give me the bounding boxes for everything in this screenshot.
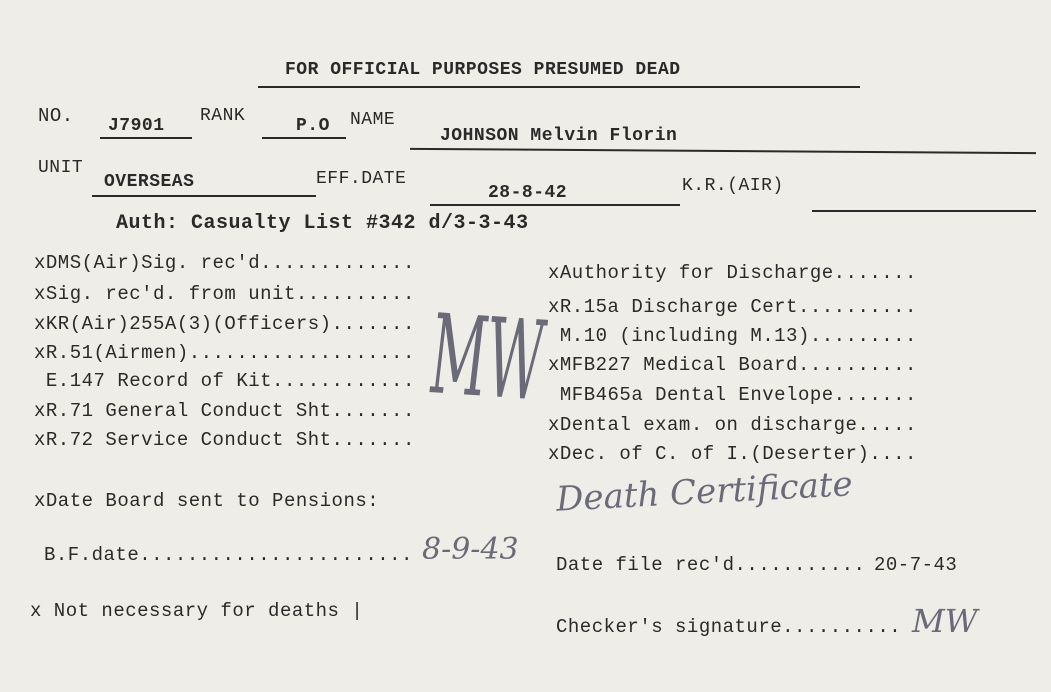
file-received-label: Date file rec'd........... [556,554,866,576]
right-item: xAuthority for Discharge....... [548,262,917,284]
rank-label: RANK [200,106,246,126]
left-item: xR.71 General Conduct Sht....... [34,400,415,422]
right-item: xDental exam. on discharge..... [548,414,917,436]
effdate-value: 28-8-42 [488,183,568,203]
handwritten-death-certificate: Death Certificate [555,464,854,520]
unit-label: UNIT [38,158,84,178]
pensions-label: xDate Board sent to Pensions: [34,490,380,512]
right-item: xR.15a Discharge Cert.......... [548,296,917,318]
checker-signature: MW [912,602,978,640]
checker-signature-label: Checker's signature.......... [556,616,902,638]
left-item: xR.72 Service Conduct Sht....... [34,429,415,451]
effdate-underline [430,204,680,206]
bf-date-value: 8-9-43 [422,532,519,567]
left-item: xKR(Air)255A(3)(Officers)....... [34,313,415,335]
no-value: J7901 [108,116,165,136]
no-label: NO. [38,105,74,127]
file-received-value: 20-7-43 [874,554,958,576]
rank-underline [262,137,346,139]
name-label: NAME [350,110,396,130]
left-item: E.147 Record of Kit............ [34,370,415,392]
left-item: xDMS(Air)Sig. rec'd............. [34,252,415,274]
rank-value: P.O [296,116,330,136]
right-item: xDec. of C. of I.(Deserter).... [548,443,917,465]
unit-value: OVERSEAS [104,172,195,192]
not-necessary-note: x Not necessary for deaths | [30,600,364,622]
right-item: MFB465a Dental Envelope....... [548,384,917,406]
right-item: M.10 (including M.13)......... [548,325,917,347]
name-underline [410,148,1036,154]
kr-label: K.R.(AIR) [682,176,784,196]
name-value: JOHNSON Melvin Florin [440,126,678,146]
left-item: xR.51(Airmen)................... [34,342,415,364]
kr-underline [812,210,1036,212]
unit-underline [92,195,316,197]
auth-line: Auth: Casualty List #342 d/3-3-43 [116,212,529,235]
handwritten-initials: MW [429,290,545,426]
title-underline [258,86,860,88]
left-item: xSig. rec'd. from unit.......... [34,283,415,305]
no-underline [100,137,192,139]
card-title: FOR OFFICIAL PURPOSES PRESUMED DEAD [285,60,681,80]
effdate-label: EFF.DATE [316,169,407,189]
right-item: xMFB227 Medical Board.......... [548,354,917,376]
bf-date-label: B.F.date....................... [44,544,413,566]
